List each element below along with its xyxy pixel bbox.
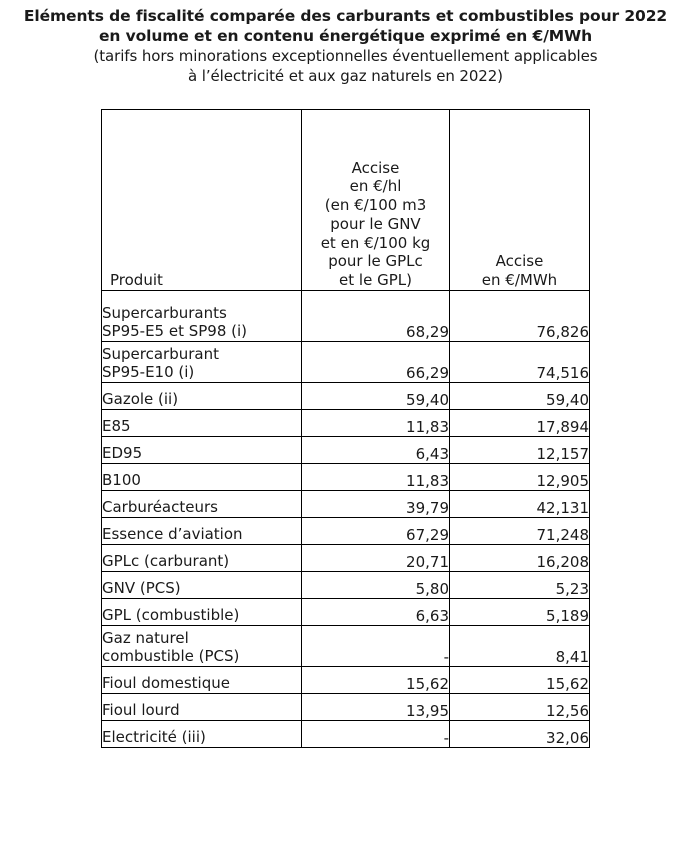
cell-product [102, 341, 302, 382]
column-header-product [102, 109, 302, 290]
cell-product-line: GPLc (carburant) [102, 552, 230, 571]
cell-volume-value: 39,79 [302, 490, 450, 517]
table-row [102, 382, 590, 409]
cell-product-line: Electricité (iii) [102, 728, 206, 747]
cell-product [102, 436, 302, 463]
cell-product-line: Essence d’aviation [102, 525, 243, 544]
cell-volume-value: 59,40 [302, 382, 450, 409]
table-header-row [102, 109, 590, 290]
cell-energy-value: 5,23 [450, 571, 590, 598]
table-row [102, 290, 590, 341]
cell-product [102, 490, 302, 517]
column-header-product-label: Produit [110, 271, 163, 290]
energy-header-line-1: Accise [495, 252, 544, 271]
table-row [102, 666, 590, 693]
cell-product [102, 463, 302, 490]
cell-product [102, 720, 302, 747]
table-row [102, 544, 590, 571]
cell-volume-value: 6,43 [302, 436, 450, 463]
volume-header-line-7: et le GPL) [339, 271, 412, 290]
cell-product-line: Fioul domestique [102, 674, 230, 693]
cell-energy-value: 12,905 [450, 463, 590, 490]
volume-header-line-4: pour le GNV [330, 214, 421, 233]
cell-volume-value: 13,95 [302, 693, 450, 720]
table-row [102, 693, 590, 720]
cell-product [102, 544, 302, 571]
cell-product-line: combustible (PCS) [102, 647, 240, 666]
cell-energy-value: 12,157 [450, 436, 590, 463]
volume-header-line-5: et en €/100 kg [320, 233, 431, 252]
cell-volume-value: 5,80 [302, 571, 450, 598]
volume-header-line-1: Accise [351, 158, 400, 177]
cell-product-line: Carburéacteurs [102, 498, 218, 517]
fiscal-table [101, 109, 590, 748]
cell-volume-value: 6,63 [302, 598, 450, 625]
cell-product [102, 290, 302, 341]
cell-product [102, 625, 302, 666]
cell-product-line: ED95 [102, 444, 143, 463]
cell-energy-value: 5,189 [450, 598, 590, 625]
table-header [102, 109, 590, 290]
table-row [102, 490, 590, 517]
cell-product [102, 571, 302, 598]
table-row [102, 341, 590, 382]
table-row [102, 720, 590, 747]
cell-product-line: SP95-E5 et SP98 (i) [102, 322, 248, 341]
energy-header-line-2: en €/MWh [481, 271, 558, 290]
cell-product [102, 517, 302, 544]
table-row [102, 598, 590, 625]
cell-energy-value: 71,248 [450, 517, 590, 544]
volume-header-line-3: (en €/100 m3 [324, 196, 427, 215]
cell-product-line: GNV (PCS) [102, 579, 181, 598]
cell-product-line: E85 [102, 417, 131, 436]
subtitle-line-2: à l’électricité et aux gaz naturels en 2022) [188, 66, 503, 85]
cell-product [102, 666, 302, 693]
table-row [102, 571, 590, 598]
cell-product-line: B100 [102, 471, 141, 490]
cell-product-line: GPL (combustible) [102, 606, 240, 625]
table-row [102, 409, 590, 436]
cell-energy-value: 32,06 [450, 720, 590, 747]
subtitle-line-1: (tarifs hors minorations exceptionnelles éventuellement applicables [93, 46, 598, 65]
cell-energy-value: 42,131 [450, 490, 590, 517]
cell-product-line: SP95-E10 (i) [102, 363, 195, 382]
cell-product-line: Gaz naturel [102, 629, 189, 648]
title-line-1: Eléments de fiscalité comparée des carburants et combustibles pour 2022 [23, 7, 668, 25]
cell-volume-value: - [302, 720, 450, 747]
column-header-volume-lines [302, 159, 449, 290]
cell-energy-value: 74,516 [450, 341, 590, 382]
cell-energy-value: 16,208 [450, 544, 590, 571]
cell-product-line: Supercarburants [102, 304, 227, 323]
cell-volume-value: 67,29 [302, 517, 450, 544]
cell-product [102, 693, 302, 720]
table-row [102, 625, 590, 666]
column-header-volume [302, 109, 450, 290]
volume-header-line-6: pour le GPLc [328, 252, 423, 271]
table-body [102, 290, 590, 747]
table-row [102, 463, 590, 490]
cell-energy-value: 59,40 [450, 382, 590, 409]
cell-volume-value: 15,62 [302, 666, 450, 693]
table-row [102, 436, 590, 463]
cell-volume-value: 11,83 [302, 463, 450, 490]
cell-product-line: Gazole (ii) [102, 390, 179, 409]
cell-volume-value: 68,29 [302, 290, 450, 341]
cell-product-line: Fioul lourd [102, 701, 180, 720]
cell-product [102, 409, 302, 436]
cell-energy-value: 76,826 [450, 290, 590, 341]
column-header-energy-lines [450, 252, 589, 290]
cell-energy-value: 12,56 [450, 693, 590, 720]
table-row [102, 517, 590, 544]
cell-energy-value: 17,894 [450, 409, 590, 436]
cell-energy-value: 8,41 [450, 625, 590, 666]
column-header-energy [450, 109, 590, 290]
cell-volume-value: 11,83 [302, 409, 450, 436]
cell-volume-value: 20,71 [302, 544, 450, 571]
title-line-2: en volume et en contenu énergétique exprimé en €/MWh [98, 27, 593, 46]
cell-energy-value: 15,62 [450, 666, 590, 693]
volume-header-line-2: en €/hl [349, 177, 402, 196]
table-container [10, 109, 681, 748]
document-title-block [10, 6, 681, 87]
cell-product-line: Supercarburant [102, 345, 219, 364]
cell-volume-value: - [302, 625, 450, 666]
cell-product [102, 598, 302, 625]
cell-product [102, 382, 302, 409]
cell-volume-value: 66,29 [302, 341, 450, 382]
